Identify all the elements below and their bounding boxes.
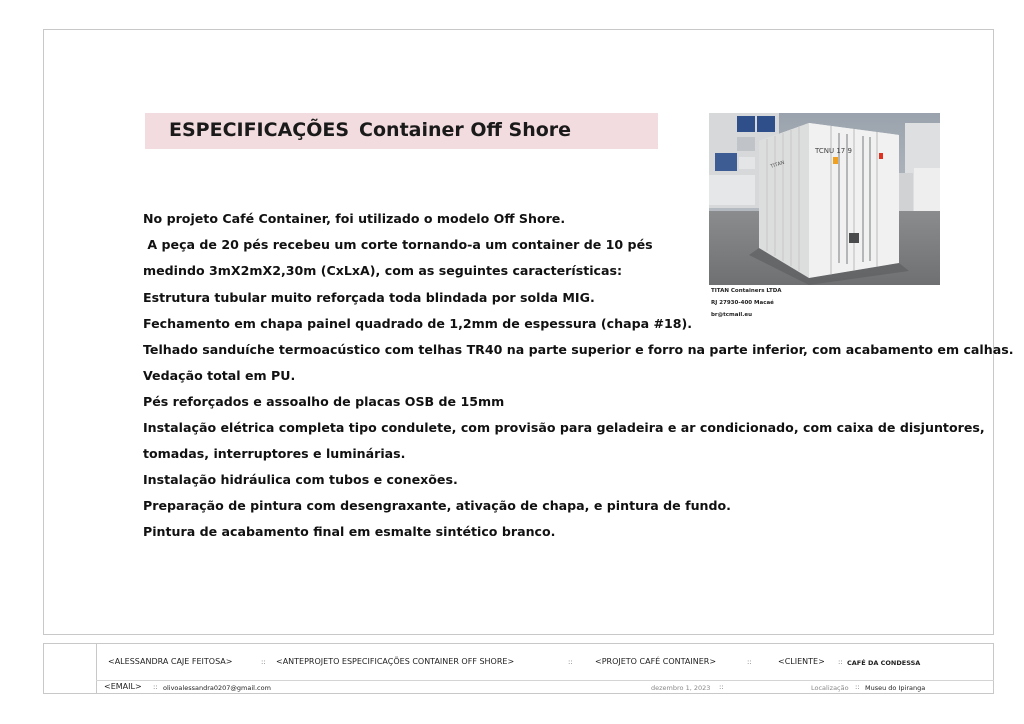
footer-client-label: <CLIENTE> xyxy=(778,657,825,666)
footer-project: <PROJETO CAFÉ CONTAINER> xyxy=(595,657,717,666)
footer-location-label: Localização xyxy=(811,684,849,692)
page-title xyxy=(169,119,571,141)
title-block-row-divider xyxy=(96,680,994,681)
footer-client-separator: :: xyxy=(838,658,843,666)
footer-project-separator: :: xyxy=(747,658,752,666)
footer-document: <ANTEPROJETO ESPECIFICAÇÕES CONTAINER OFF SHORE> xyxy=(276,657,515,666)
spec-line-3: medindo 3mX2mX2,30m (CxLxA), com as seguintes características: xyxy=(143,263,623,278)
footer-document-separator: :: xyxy=(568,658,573,666)
footer-location-separator: :: xyxy=(855,683,860,691)
spec-line-6: Telhado sanduíche termoacústico com telhas TR40 na parte superior e forro na parte inferior, com acabamento em calhas. xyxy=(143,342,1014,357)
footer-date: dezembro 1, 2023 xyxy=(651,684,711,692)
footer-author: <ALESSANDRA CAJE FEITOSA> xyxy=(108,657,233,666)
footer-email-label: <EMAIL> xyxy=(104,682,142,691)
footer-location-value: Museu do Ipiranga xyxy=(865,684,926,692)
spec-line-7: Vedação total em PU. xyxy=(143,368,296,383)
footer-author-separator: :: xyxy=(261,658,266,666)
photo-credit-email: br@tcmail.eu xyxy=(711,312,752,318)
footer-date-separator: :: xyxy=(719,683,724,691)
spec-line-8: Pés reforçados e assoalho de placas OSB de 15mm xyxy=(143,394,505,409)
title-block-divider xyxy=(96,643,97,694)
spec-line-13: Pintura de acabamento final em esmalte sintético branco. xyxy=(143,524,556,539)
footer-email-value: olivoalessandra0207@gmail.com xyxy=(163,684,271,692)
spec-line-11: Instalação hidráulica com tubos e conexões. xyxy=(143,472,458,487)
spec-line-9: Instalação elétrica completa tipo condulete, com provisão para geladeira e ar condicionado, com caixa de disjuntores, xyxy=(143,420,985,435)
title-sub: Container Off Shore xyxy=(359,119,572,141)
footer-client-value: CAFÉ DA CONDESSA xyxy=(847,659,921,667)
spec-line-2: A peça de 20 pés recebeu um corte tornando-a um container de 10 pés xyxy=(143,237,653,252)
title-main: ESPECIFICAÇÕES xyxy=(169,119,350,141)
spec-line-5: Fechamento em chapa painel quadrado de 1,2mm de espessura (chapa #18). xyxy=(143,316,693,331)
footer-email-separator: :: xyxy=(153,683,158,691)
svg-text:TCNU 17 9: TCNU 17 9 xyxy=(815,147,852,155)
photo-credit-address: RJ 27930-400 Macaé xyxy=(711,300,774,306)
spec-line-10: tomadas, interruptores e luminárias. xyxy=(143,446,406,461)
spec-line-12: Preparação de pintura com desengraxante, ativação de chapa, e pintura de fundo. xyxy=(143,498,731,513)
photo-credit-company: TITAN Containers LTDA xyxy=(711,288,782,294)
spec-line-4: Estrutura tubular muito reforçada toda blindada por solda MIG. xyxy=(143,290,595,305)
spec-line-1: No projeto Café Container, foi utilizado o modelo Off Shore. xyxy=(143,211,566,226)
container-photo xyxy=(709,113,940,285)
svg-text:TITAN: TITAN xyxy=(769,159,786,170)
